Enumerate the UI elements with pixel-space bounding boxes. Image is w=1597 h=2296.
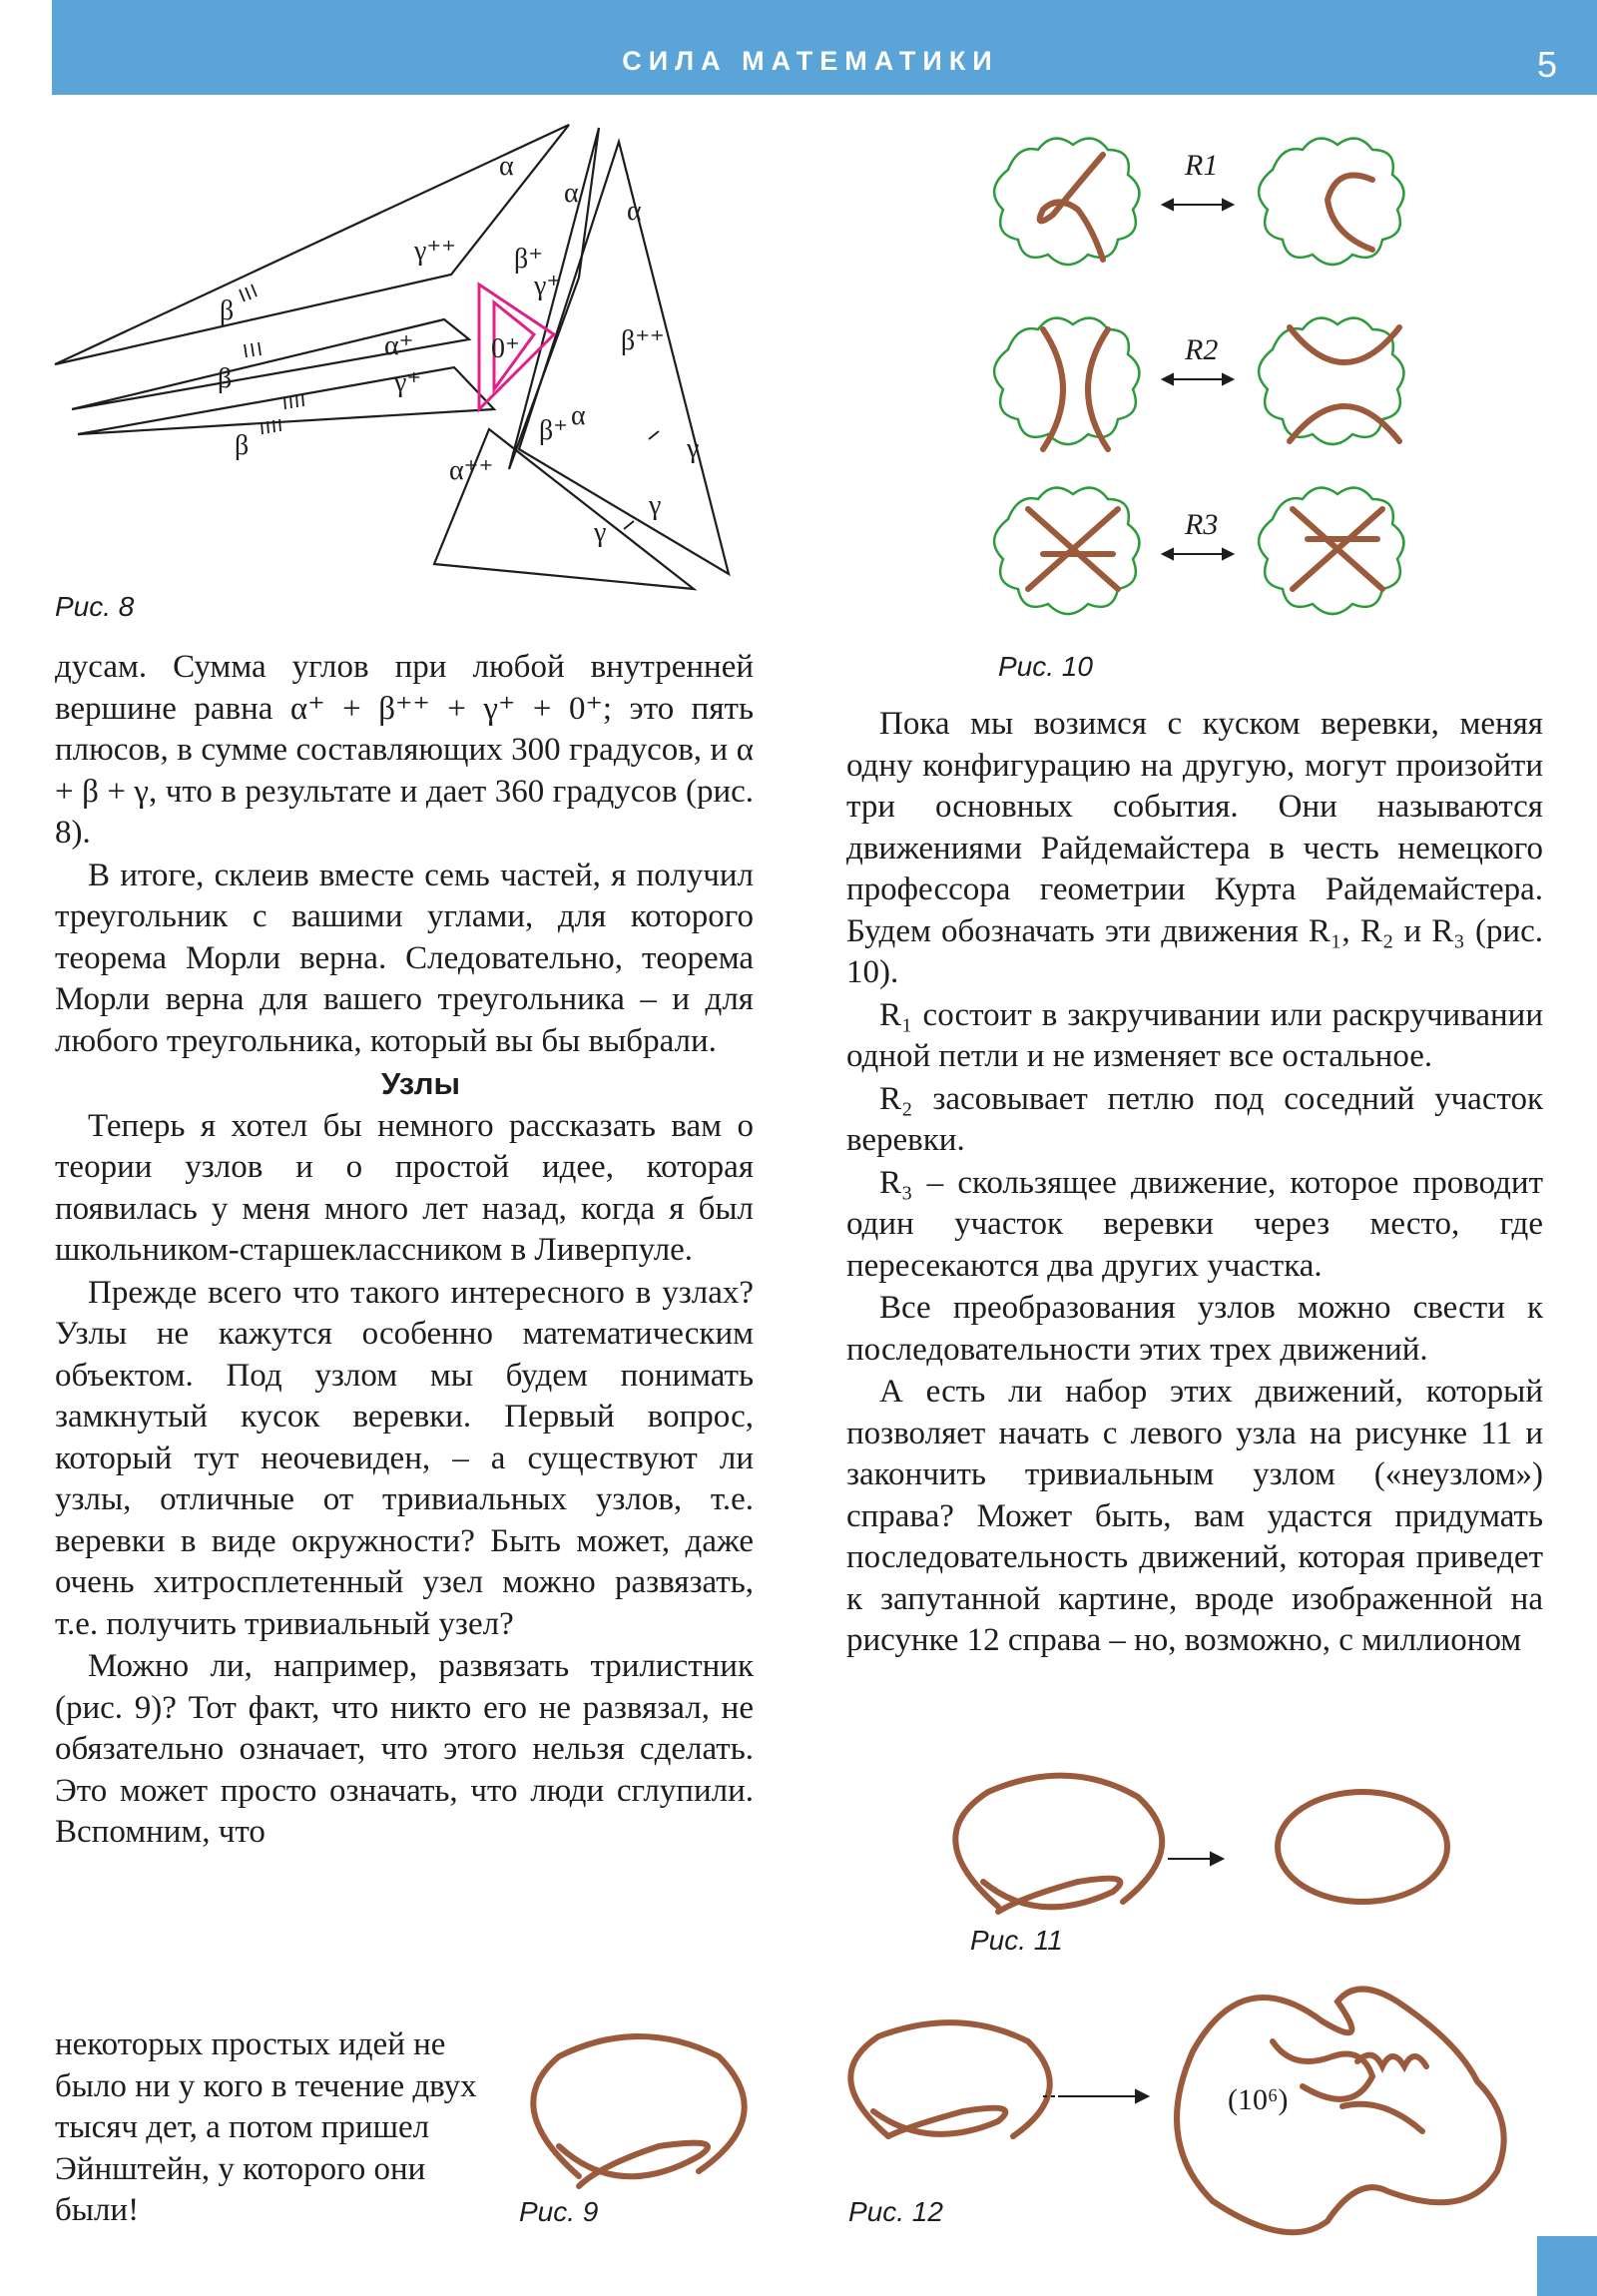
svg-text:γ⁺: γ⁺ — [394, 367, 422, 398]
fig8-caption: Рис. 8 — [55, 591, 135, 622]
paragraph: Пока мы возимся с куском веревки, меняя одну конфигурацию на другую, могут произойти три основных события. Они называются движениями Райдемайстера в честь немецкого профессора геометрии Курта Райдемайстера. Будем обозначать эти движения R₁, R₂ и R₃ (рис. 10). — [846, 706, 1543, 990]
svg-text:γ: γ — [649, 490, 662, 521]
paragraph: Теперь я хотел бы немного рассказать вам о теории узлов и о простой идее, которая появилась у меня много лет назад, когда я был школьником-старшеклассником в Ливерпуле. — [55, 1107, 754, 1268]
svg-text:β⁺⁺: β⁺⁺ — [621, 325, 665, 356]
svg-text:β: β — [235, 430, 250, 461]
svg-text:γ: γ — [594, 517, 607, 548]
figure-11-trefoil-to-unknot — [953, 1777, 1492, 1927]
svg-text:β⁺: β⁺ — [514, 244, 544, 275]
section-heading: Узлы — [381, 1066, 460, 1101]
svg-text:α⁺⁺: α⁺⁺ — [449, 455, 494, 486]
right-column — [846, 704, 1543, 1663]
fig10-caption: Рис. 10 — [998, 651, 1093, 682]
svg-text:α: α — [627, 196, 642, 227]
corner-tab — [1537, 2236, 1597, 2296]
svg-text:β: β — [220, 295, 235, 326]
paragraph: А есть ли набор этих движений, который позволяет начать с левого узла на рисунке 11 и закончить тривиальным узлом («неузлом») справа? Может быть, вам удастся придумать последовательность движений, которая приведет к запутанной картине, вроде изображенной на рисунке 12 справа – но, возможно, с миллионом — [846, 1374, 1543, 1658]
r1-label: R1 — [1185, 149, 1219, 182]
paragraph: некоторых простых идей не было ни у кого в течение двух тысяч дет, а потом пришел Эйнштейн, у которого они были! — [55, 2026, 477, 2228]
svg-text:α: α — [564, 178, 579, 209]
paragraph: Можно ли, например, развязать трилистник (рис. 9)? Тот факт, что никто его не развязал, не обязательно означает, что этого нельзя сделать. Это может просто означать, что люди сглупили. Вспомним, что — [55, 1648, 754, 1850]
svg-text:γ: γ — [687, 433, 700, 464]
svg-text:β⁺: β⁺ — [539, 415, 569, 446]
svg-text:γ⁺⁺: γ⁺⁺ — [414, 236, 456, 267]
fig12-label: (10⁶) — [1228, 2083, 1289, 2116]
r3-label: R3 — [1185, 508, 1219, 541]
paragraph: В итоге, склеив вместе семь частей, я получил треугольник с вашими углами, для которого теорема Морли верна. Следовательно, теорема Морли верна для вашего треугольника – и для любого треугольника, который вы бы выбрали. — [55, 857, 754, 1059]
svg-text:α⁺: α⁺ — [384, 330, 414, 361]
paragraph: Все преобразования узлов можно свести к последовательности этих трех движений. — [846, 1290, 1543, 1368]
paragraph: Прежде всего что такого интересного в узлах? Узлы не кажутся особенно математическим объектом. Под узлом мы будем понимать замкнутый кусок веревки. Первый вопрос, который тут неочевиден, – а существуют ли узлы, отличные от тривиальных узлов, т.е. веревки в виде окружности? Быть может, даже очень хитросплетенный узел можно развязать, т.е. получить тривиальный узел? — [55, 1274, 754, 1642]
figure-12-tangled-knot — [843, 1987, 1542, 2226]
paragraph: дусам. Сумма углов при любой внутренней вершине равна α⁺ + β⁺⁺ + γ⁺ + 0⁺; это пять плюсов, в сумме составляющих 300 градусов, и α + β + γ, что в результате и дает 360 градусов (рис. 8). — [55, 649, 754, 851]
page-header — [52, 0, 1597, 95]
left-column-wrap — [55, 2024, 489, 2233]
left-column — [55, 647, 754, 1855]
svg-text:0⁺: 0⁺ — [491, 333, 520, 364]
fig9-caption: Рис. 9 — [519, 2196, 599, 2227]
r2-label: R2 — [1185, 333, 1219, 366]
svg-text:α: α — [571, 400, 586, 431]
fig12-caption: Рис. 12 — [848, 2196, 943, 2227]
paragraph: R₂ засовывает петлю под соседний участок веревки. — [846, 1080, 1543, 1158]
svg-text:α: α — [499, 151, 514, 182]
fig11-caption: Рис. 11 — [970, 1925, 1063, 1956]
running-title: СИЛА МАТЕМАТИКИ — [622, 46, 999, 76]
page-number: 5 — [1536, 44, 1557, 85]
svg-text:γ⁺: γ⁺ — [534, 271, 562, 301]
paragraph: R₃ – скользящее движение, которое проводит один участок веревки через место, где пересекаются два других участка. — [846, 1164, 1543, 1284]
figure-8-morley-diagram — [40, 110, 769, 589]
paragraph: R₁ состоит в закручивании или раскручивании одной петли и не изменяет все остальное. — [846, 996, 1543, 1074]
figure-10-reidemeister-moves — [988, 110, 1427, 629]
svg-text:β: β — [218, 363, 233, 394]
figure-9-trefoil — [519, 2026, 759, 2186]
